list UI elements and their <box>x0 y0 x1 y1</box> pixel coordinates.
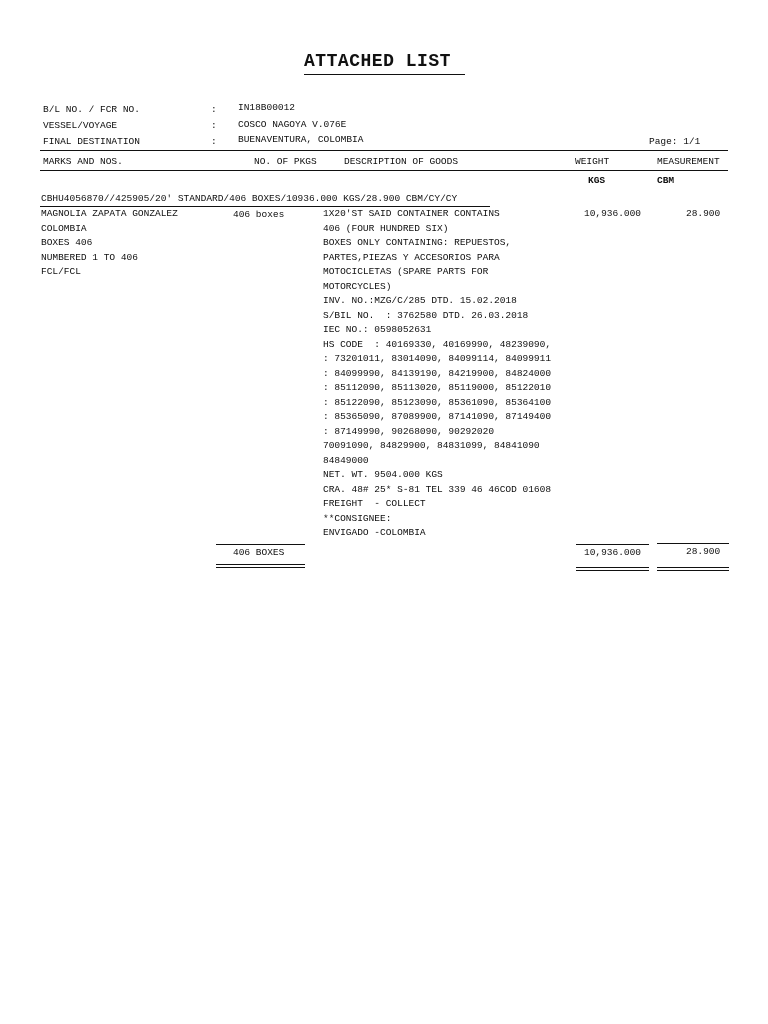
total-measure-top-rule <box>657 543 729 544</box>
measurement-value: 28.900 <box>686 208 721 219</box>
column-marks: MARKS AND NOS. <box>43 156 123 167</box>
description-line: INV. NO.:MZG/C/285 DTD. 15.02.2018 <box>323 295 517 306</box>
bl-colon: : <box>211 104 217 115</box>
column-pkgs: NO. OF PKGS <box>254 156 317 167</box>
description-line: 70091090, 84829900, 84831099, 84841090 <box>323 440 540 451</box>
description-line: : 73201011, 83014090, 84099114, 84099911 <box>323 353 552 364</box>
description-line: **CONSIGNEE: <box>323 512 392 524</box>
total-pkgs-double-rule-1 <box>216 564 305 565</box>
description-line: PARTES,PIEZAS Y ACCESORIOS PARA <box>323 251 500 263</box>
total-measure-double-rule-1 <box>657 567 729 568</box>
total-weight: 10,936.000 <box>584 547 642 558</box>
description-line: : 84099990, 84139190, 84219900, 84824000 <box>323 367 552 379</box>
marks-line: MAGNOLIA ZAPATA GONZALEZ <box>41 208 178 219</box>
container-line: CBHU4056870//425905/20' STANDARD/406 BOXES/10936.000 KGS/28.900 CBM/CY/CY <box>41 193 458 204</box>
marks-line: BOXES 406 <box>41 237 93 248</box>
description-line: MOTOCICLETAS (SPARE PARTS FOR <box>323 266 489 277</box>
total-pkgs-top-rule <box>216 544 305 545</box>
description-line: MOTORCYCLES) <box>323 280 392 292</box>
total-measurement: 28.900 <box>686 546 721 557</box>
total-packages: 406 BOXES <box>233 547 285 558</box>
description-line: ENVIGADO -COLOMBIA <box>323 527 426 538</box>
total-measure-double-rule-2 <box>657 570 729 571</box>
marks-line: FCL/FCL <box>41 266 81 277</box>
description-line: : 87149990, 90268090, 90292020 <box>323 425 495 437</box>
destination-value: BUENAVENTURA, COLOMBIA <box>238 134 364 145</box>
description-line: : 85365090, 87089900, 87141090, 87149400 <box>323 411 552 422</box>
description-line: S/BIL NO. : 3762580 DTD. 26.03.2018 <box>323 309 529 321</box>
vessel-colon: : <box>211 120 217 131</box>
marks-line: COLOMBIA <box>41 222 87 234</box>
weight-value: 10,936.000 <box>584 208 642 219</box>
column-description: DESCRIPTION OF GOODS <box>344 156 459 167</box>
description-line: 84849000 <box>323 454 369 466</box>
measurement-unit: CBM <box>657 175 675 186</box>
total-weight-top-rule <box>576 544 649 545</box>
description-line: 406 (FOUR HUNDRED SIX) <box>323 222 449 234</box>
bl-value: IN18B00012 <box>238 102 296 113</box>
column-weight: WEIGHT <box>575 156 610 167</box>
marks-line: NUMBERED 1 TO 406 <box>41 251 138 263</box>
destination-label: FINAL DESTINATION <box>43 136 140 147</box>
total-pkgs-double-rule-2 <box>216 567 305 568</box>
column-measurement: MEASUREMENT <box>657 156 720 167</box>
description-line: 1X20'ST SAID CONTAINER CONTAINS <box>323 208 500 219</box>
description-line: NET. WT. 9504.000 KGS <box>323 469 443 480</box>
header-rule <box>40 150 728 151</box>
vessel-label: VESSEL/VOYAGE <box>43 120 118 131</box>
total-weight-double-rule-1 <box>576 567 649 568</box>
column-header-rule <box>40 170 728 171</box>
description-line: CRA. 48# 25* S-81 TEL 339 46 46COD 01608 <box>323 483 552 495</box>
page-title: ATTACHED LIST <box>304 52 451 72</box>
vessel-value: COSCO NAGOYA V.076E <box>238 119 347 130</box>
description-line: HS CODE : 40169330, 40169990, 48239090, <box>323 338 552 350</box>
description-line: IEC NO.: 0598052631 <box>323 324 432 335</box>
page-number: Page: 1/1 <box>649 136 701 147</box>
destination-colon: : <box>211 136 217 147</box>
title-underline <box>304 74 465 75</box>
package-count: 406 boxes <box>233 209 285 220</box>
total-weight-double-rule-2 <box>576 570 649 571</box>
bl-label: B/L NO. / FCR NO. <box>43 104 140 115</box>
description-line: : 85112090, 85113020, 85119000, 85122010 <box>323 382 552 393</box>
description-line: BOXES ONLY CONTAINING: REPUESTOS, <box>323 237 512 248</box>
weight-unit: KGS <box>588 175 606 186</box>
description-line: FREIGHT - COLLECT <box>323 498 426 509</box>
description-line: : 85122090, 85123090, 85361090, 85364100 <box>323 396 552 408</box>
